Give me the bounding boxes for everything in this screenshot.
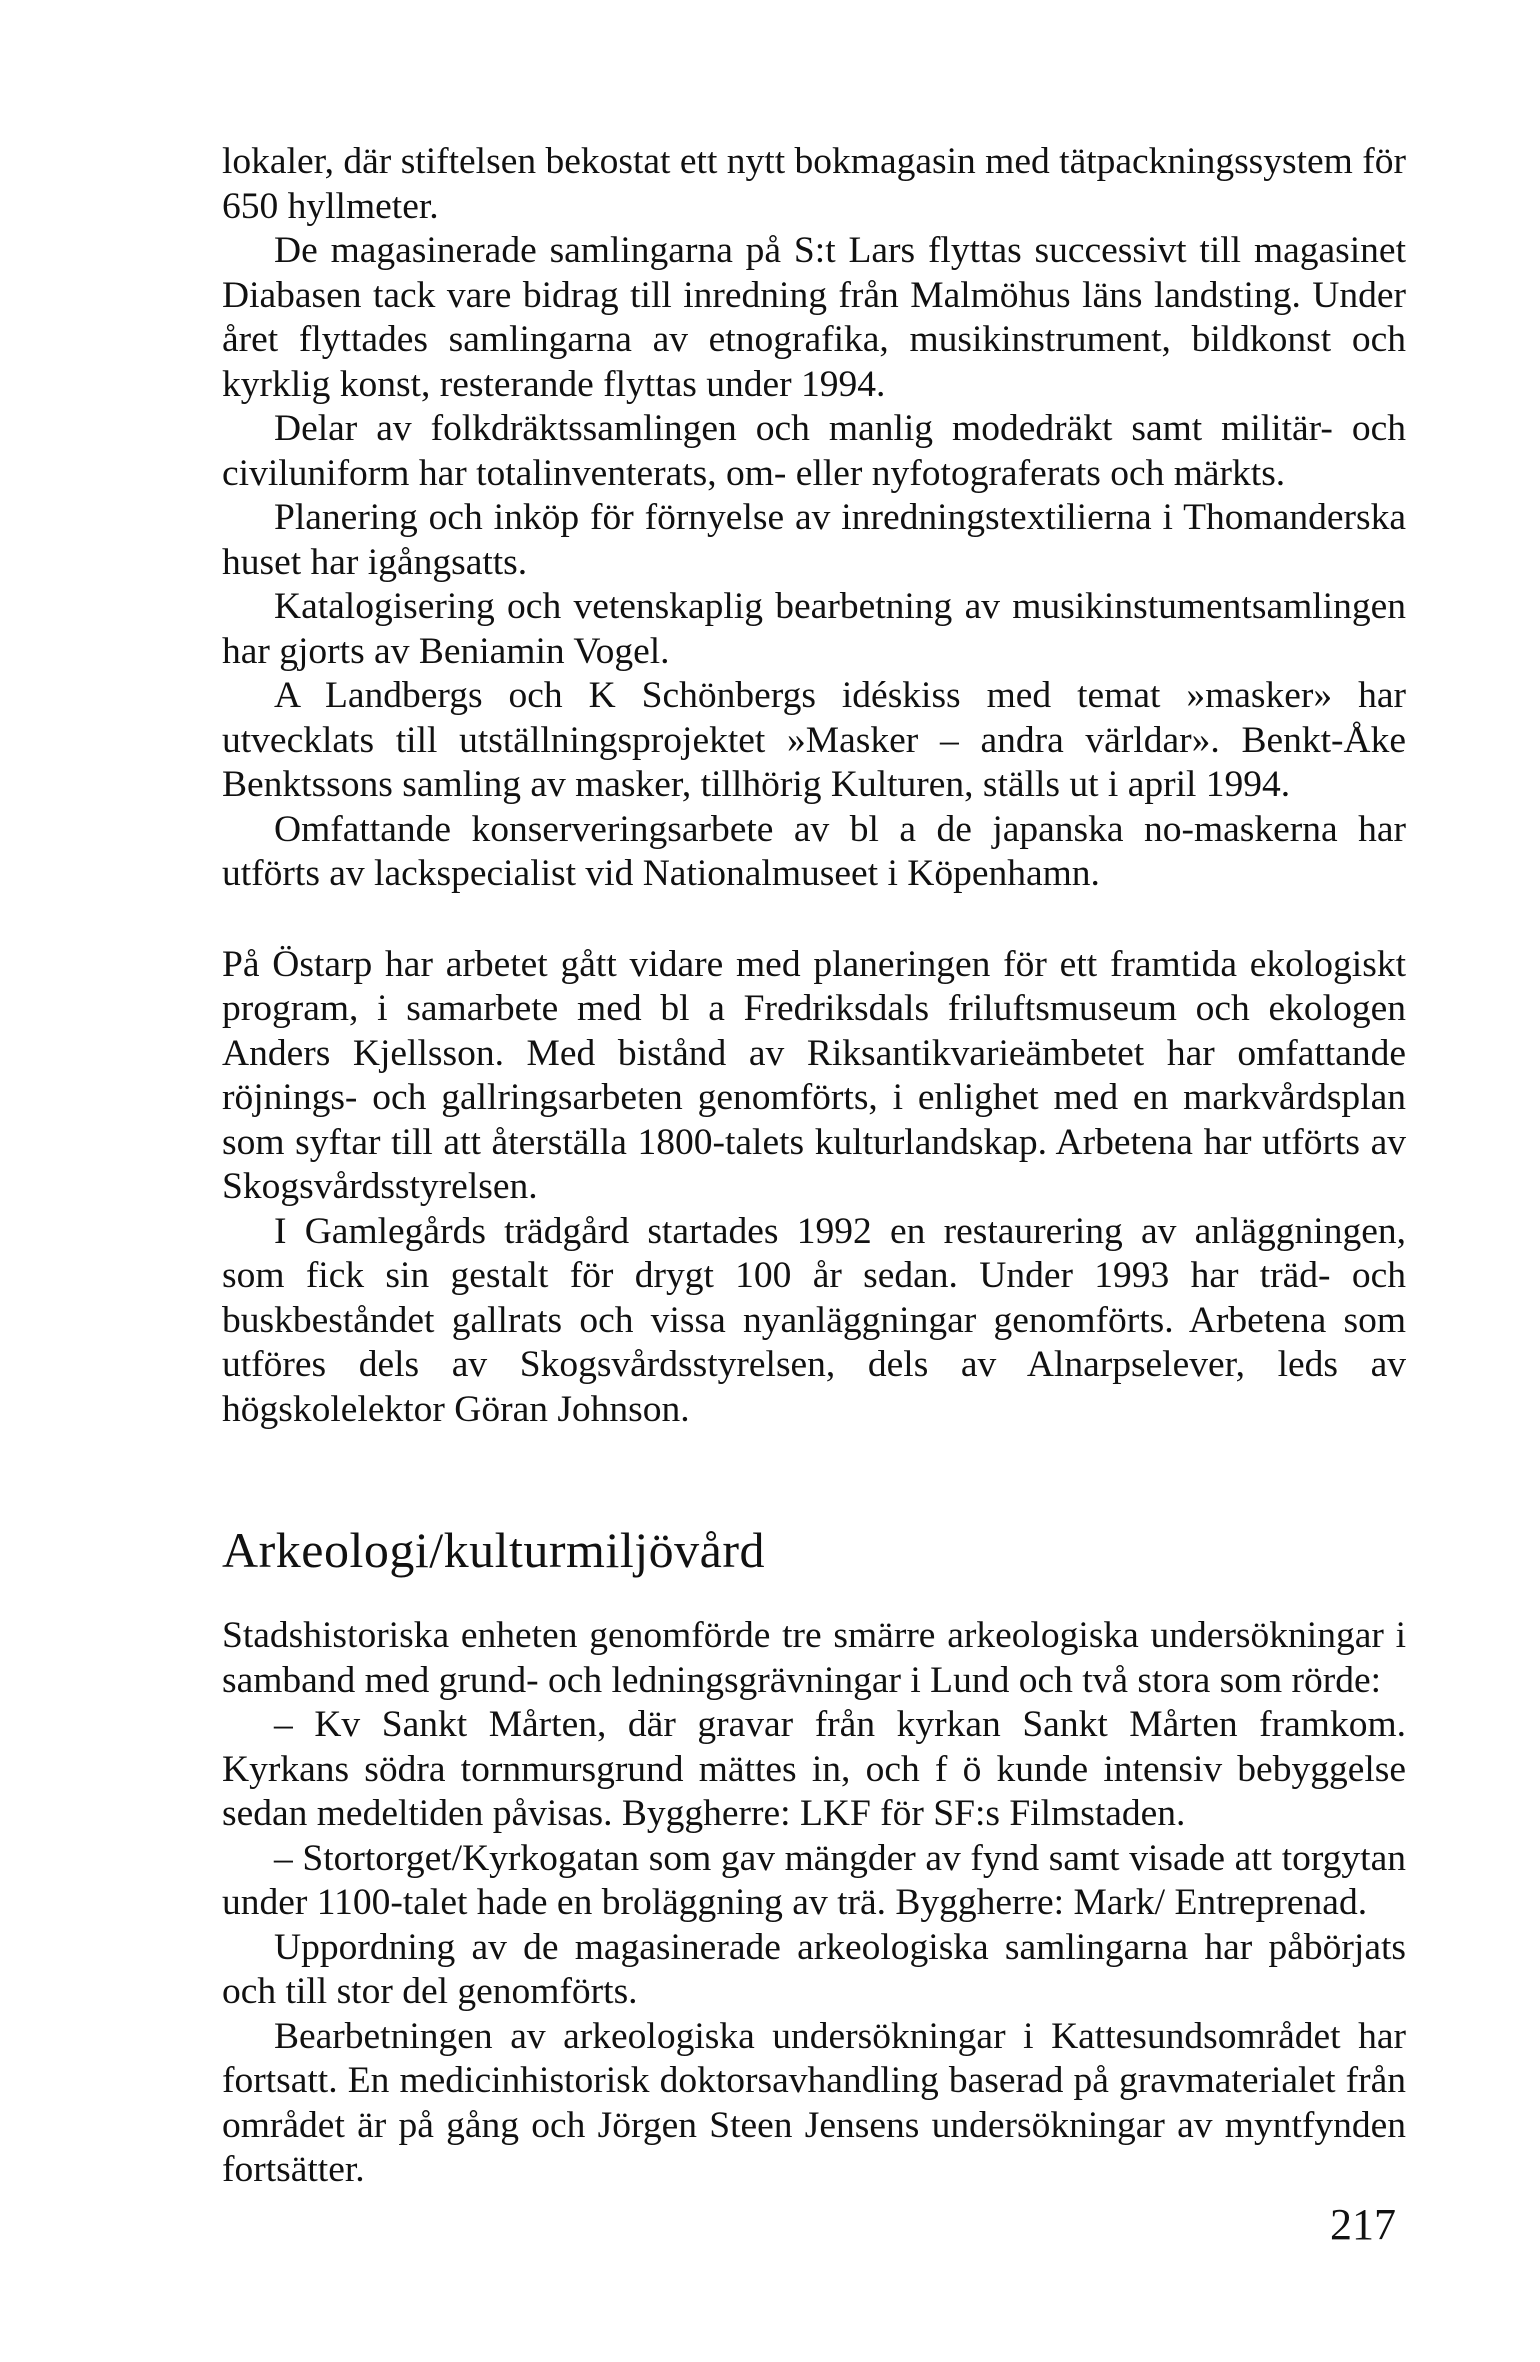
- list-item: – Stortorget/Kyrkogatan som gav mängder av fynd samt visade att torgytan under 1100-talet hade en broläggning av trä. Byggherre: Mark/ Entreprenad.: [222, 1837, 1406, 1923]
- paragraph: På Östarp har arbetet gått vidare med planeringen för ett framtida ekologiskt program, i samarbete med bl a Fredriksdals friluftsmuseum och ekologen Anders Kjellsson. Med bistånd av Riksantikvarieämbetet har omfattande röjnings- och gallringsarbeten genomförts, i enlighet med en markvårdsplan som syftar till att återställa 1800-talets kulturlandskap. Arbetena har utförts av Skogsvårdsstyrelsen.: [222, 943, 1406, 1207]
- paragraph: Stadshistoriska enheten genomförde tre smärre arkeologiska undersökningar i samband med grund- och ledningsgrävningar i Lund och två stora som rörde:: [222, 1615, 1406, 1701]
- paragraph: I Gamlegårds trädgård startades 1992 en restaurering av anläggningen, som fick sin gestalt för drygt 100 år sedan. Under 1993 har träd- och buskbeståndet gallrats och vissa nyanläggningar genomförts. Arbetena som utföres dels av Skogsvårdsstyrelsen, dels av Alnarpselever, leds av högskolelektor Göran Johnson.: [222, 1210, 1406, 1430]
- paragraph: Katalogisering och vetenskaplig bearbetning av musikinstumentsamlingen har gjorts av Beniamin Vogel.: [222, 586, 1406, 672]
- archaeology-section: [222, 1614, 1406, 2193]
- paragraph: Bearbetningen av arkeologiska undersökningar i Kattesundsområdet har fortsatt. En medicinhistorisk doktorsavhandling baserad på gravmaterialet från området är på gång och Jörgen Steen Jensens undersökningar av myntfynden fortsätter.: [222, 2015, 1406, 2190]
- section-heading: Arkeologi/kulturmiljövård: [222, 1522, 765, 1578]
- paragraph: De magasinerade samlingarna på S:t Lars flyttas successivt till magasinet Diabasen tack vare bidrag till inredning från Malmöhus läns landsting. Under året flyttades samlingarna av etnografika, musikinstrument, bildkonst och kyrklig konst, resterande flyttas under 1994.: [222, 230, 1406, 405]
- paragraph: lokaler, där stiftelsen bekostat ett nytt bokmagasin med tätpackningssystem för 650 hyllmeter.: [222, 141, 1406, 227]
- paragraph: A Landbergs och K Schönbergs idéskiss med temat »masker» har utvecklats till utställningsprojektet »Masker – andra världar». Benkt-Åke Benktssons samling av masker, tillhörig Kulturen, ställs ut i april 1994.: [222, 675, 1406, 805]
- ostarp-section: [222, 943, 1406, 1433]
- page-body: [222, 140, 1406, 2193]
- paragraph: Uppordning av de magasinerade arkeologiska samlingarna har påbörjats och till stor del genomförts.: [222, 1926, 1406, 2012]
- paragraph: Delar av folkdräktssamlingen och manlig modedräkt samt militär- och civiluniform har totalinventerats, om- eller nyfotograferats och märkts.: [222, 408, 1406, 494]
- page-number: 217: [1330, 2200, 1396, 2249]
- collections-section: [222, 140, 1406, 897]
- list-item: – Kv Sankt Mårten, där gravar från kyrkan Sankt Mårten framkom. Kyrkans södra tornmursgrund mättes in, och f ö kunde intensiv bebyggelse sedan medeltiden påvisas. Byggherre: LKF för SF:s Filmstaden.: [222, 1704, 1406, 1834]
- paragraph: Planering och inköp för förnyelse av inredningstextilierna i Thomanderska huset har igångsatts.: [222, 497, 1406, 583]
- paragraph: Omfattande konserveringsarbete av bl a de japanska no-maskerna har utförts av lackspecialist vid Nationalmuseet i Köpenhamn.: [222, 808, 1406, 894]
- section-spacer: [222, 897, 1406, 943]
